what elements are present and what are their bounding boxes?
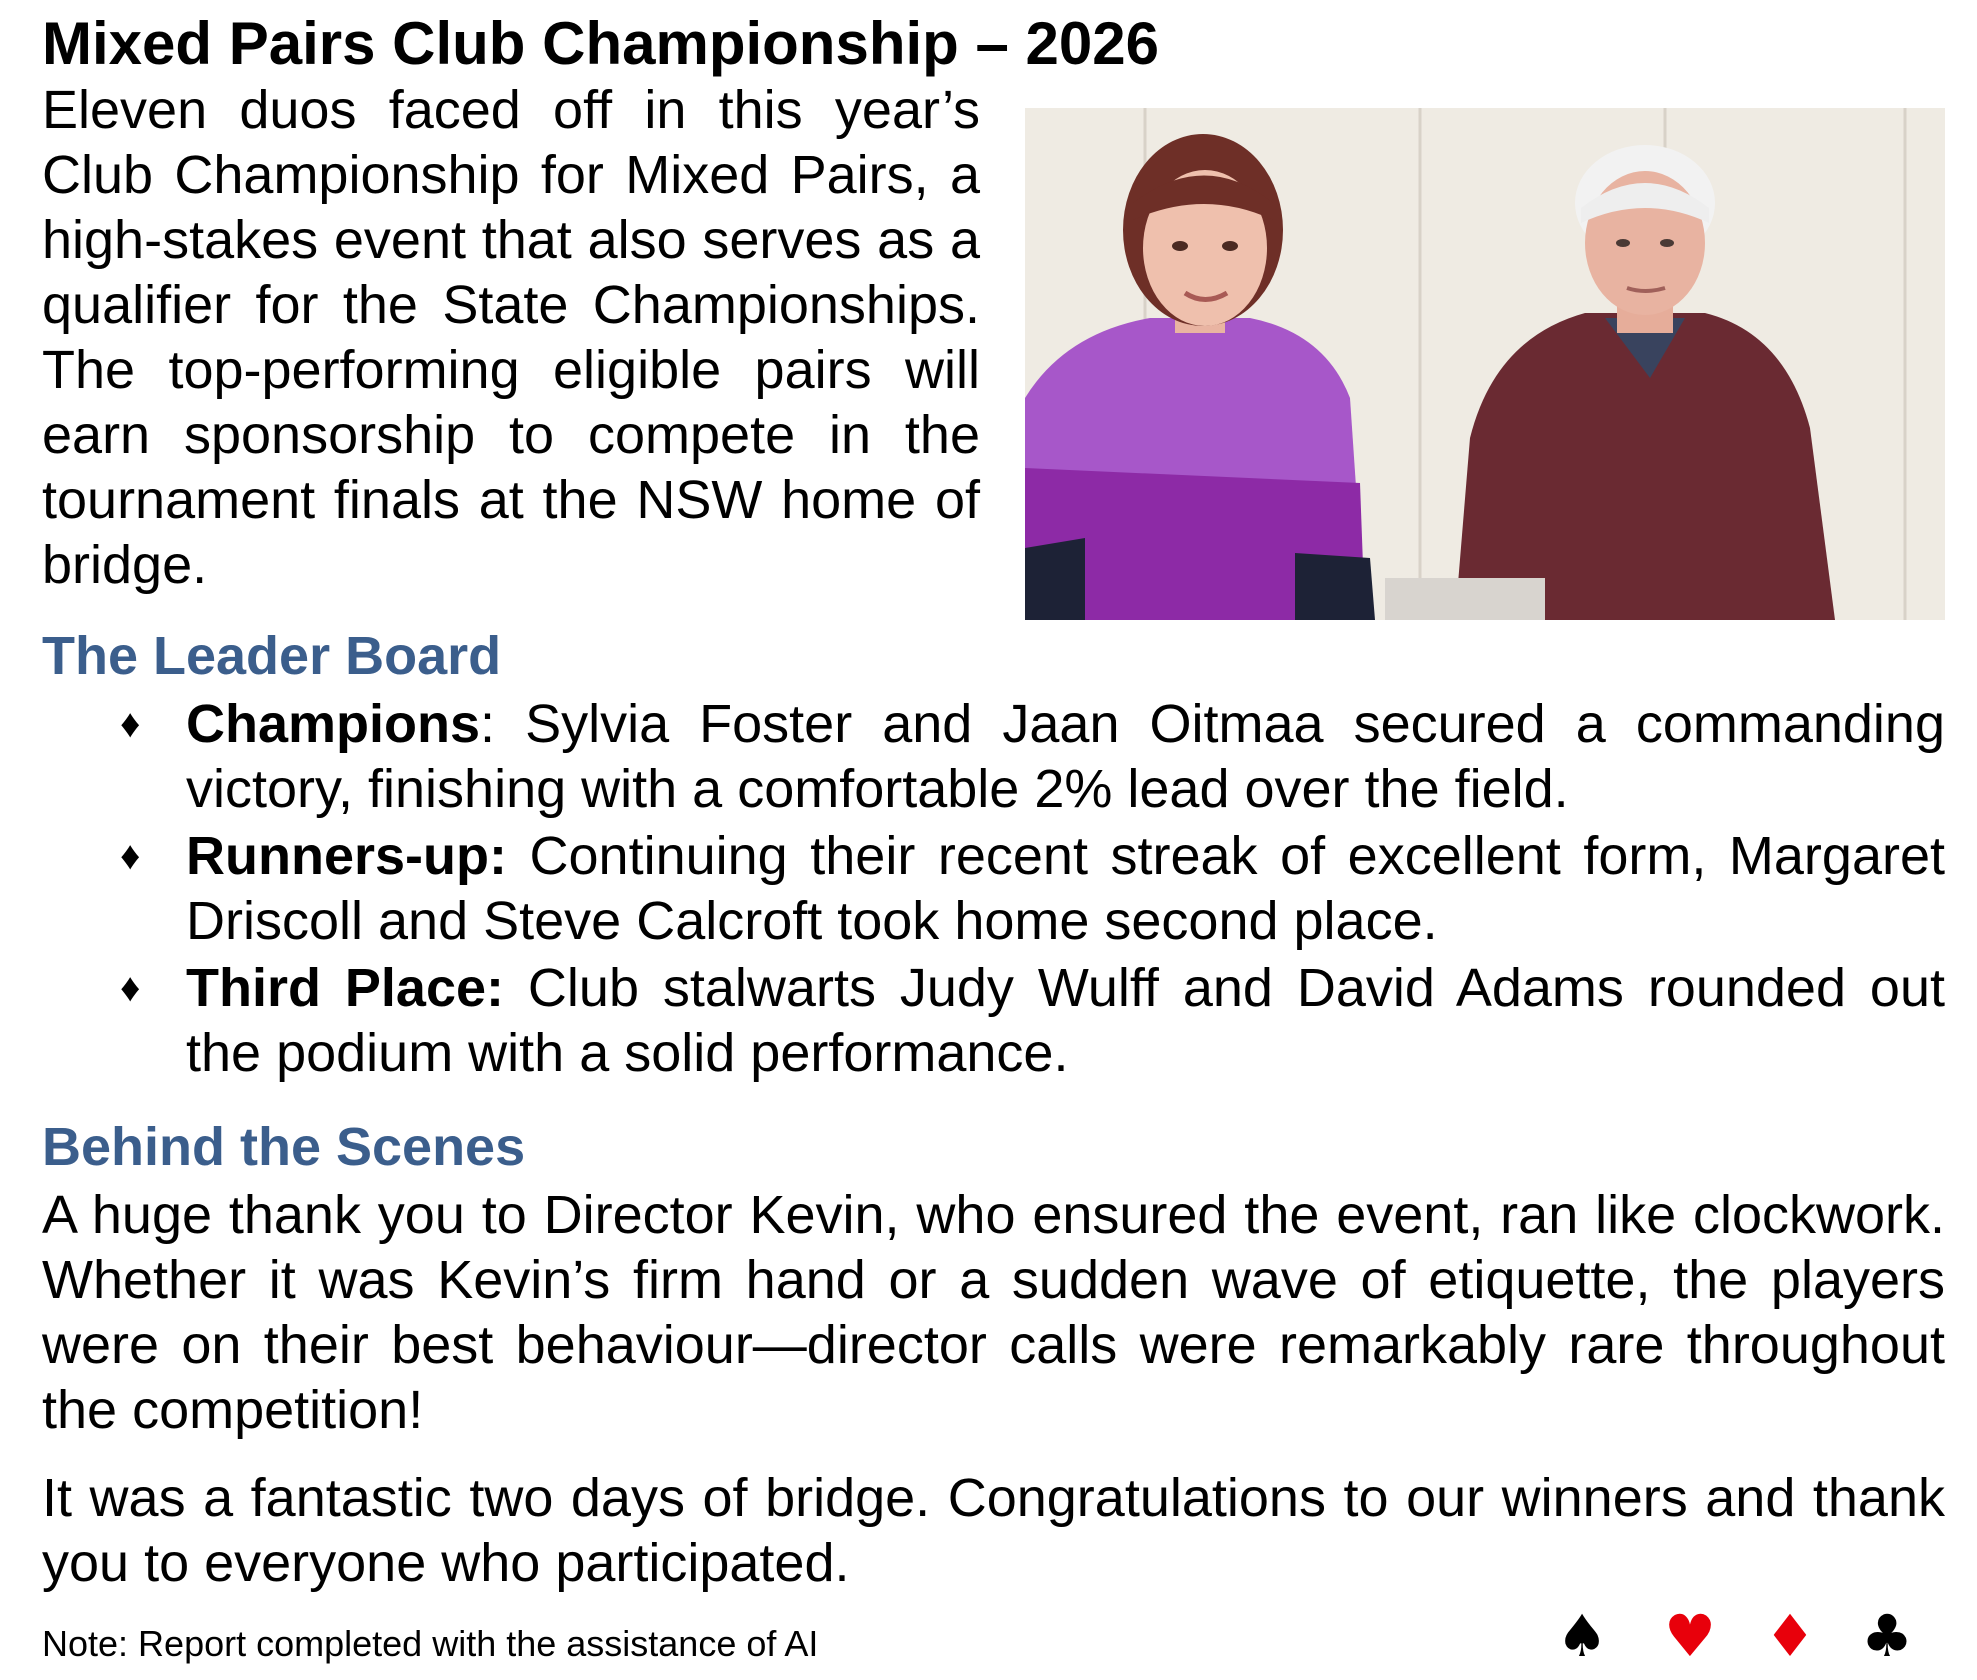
label-separator (504, 958, 528, 1018)
photo-illustration (1025, 108, 1945, 620)
diamond-bullet-icon: ♦ (120, 702, 141, 746)
list-item (42, 824, 1945, 954)
ai-note: Note: Report completed with the assistance of AI (42, 1623, 819, 1664)
leader-board-list (42, 692, 1945, 1088)
spade-icon: ♠ (1556, 1602, 1608, 1670)
thanks-paragraph: A huge thank you to Director Kevin, who ensured the event, ran like clockwork. Whether it was Kevin’s firm hand or a sudden wave of etiquette, the players were on their best behaviour—director calls were remarkably rare throughout the competition! (42, 1185, 1945, 1440)
intro-paragraph: Eleven duos faced off in this year’s Club Championship for Mixed Pairs, a high-stakes event that also serves as a qualifier for the State Championships. The top-performing eligible pairs will earn sponsorship to compete in the tournament finals at the NSW home of bridge. (42, 80, 980, 595)
diamond-icon: ♦ (1764, 1602, 1816, 1670)
leader-board-heading: The Leader Board (42, 626, 502, 686)
label-separator: : (480, 694, 526, 754)
placing-text: Continuing their recent streak of excellent form, Margaret Driscoll and Steve Calcroft took home second place. (186, 826, 1945, 951)
list-item (42, 956, 1945, 1086)
heart-icon: ♥ (1664, 1602, 1716, 1670)
placing-label: Runners-up: (186, 826, 507, 886)
diamond-bullet-icon: ♦ (120, 834, 141, 878)
champions-photo (1025, 108, 1945, 620)
label-separator (507, 826, 530, 886)
club-icon: ♣ (1861, 1602, 1913, 1670)
card-suits (1556, 1601, 1946, 1671)
diamond-bullet-icon: ♦ (120, 966, 141, 1010)
closing-paragraph: It was a fantastic two days of bridge. Congratulations to our winners and thank you to everyone who participated. (42, 1468, 1945, 1593)
placing-label: Champions (186, 694, 481, 754)
placing-text: Sylvia Foster and Jaan Oitmaa secured a commanding victory, finishing with a comfortable 2% lead over the field. (186, 694, 1945, 819)
behind-the-scenes-heading: Behind the Scenes (42, 1117, 526, 1177)
list-item (42, 692, 1945, 822)
placing-text: Club stalwarts Judy Wulff and David Adams rounded out the podium with a solid performance. (186, 958, 1945, 1083)
placing-label: Third Place: (186, 958, 504, 1018)
page-title: Mixed Pairs Club Championship – 2026 (42, 10, 1159, 77)
